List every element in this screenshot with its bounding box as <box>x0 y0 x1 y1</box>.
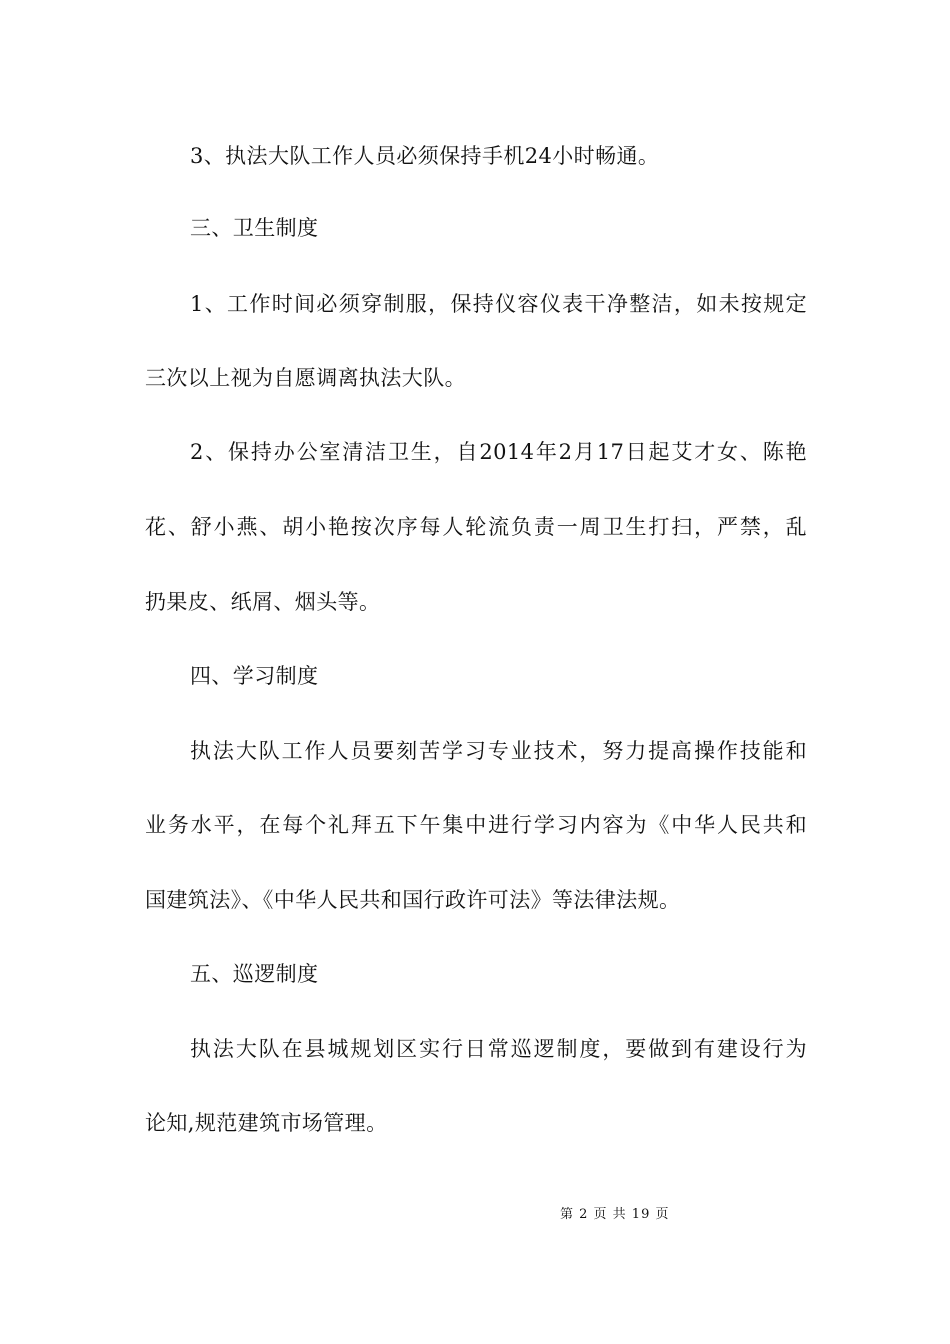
section-heading-study: 四、学习制度 <box>190 664 319 688</box>
section-heading-patrol: 五、巡逻制度 <box>190 962 319 986</box>
section-heading-hygiene: 三、卫生制度 <box>190 216 319 240</box>
text-line-13: 执法大队在县城规划区实行日常巡逻制度，要做到有建设行为 <box>190 1037 807 1061</box>
text-line-3: 1、工作时间必须穿制服，保持仪容仪表干净整洁，如未按规定 <box>190 292 807 316</box>
page-number-footer: 第 2 页 共 19 页 <box>560 1207 670 1222</box>
text-line-4: 三次以上视为自愿调离执法大队。 <box>145 366 466 390</box>
text-line-7: 扔果皮、纸屑、烟头等。 <box>145 590 381 614</box>
text-line-11: 国建筑法》、《中华人民共和国行政许可法》等法律法规。 <box>145 888 681 912</box>
text-line-14: 论知,规范建筑市场管理。 <box>145 1111 388 1135</box>
text-line-9: 执法大队工作人员要刻苦学习专业技术，努力提高操作技能和 <box>190 739 807 763</box>
text-line-10: 业务水平，在每个礼拜五下午集中进行学习内容为《中华人民共和 <box>145 813 807 837</box>
text-line-1: 3、执法大队工作人员必须保持手机24小时畅通。 <box>190 144 660 168</box>
text-line-6: 花、舒小燕、胡小艳按次序每人轮流负责一周卫生打扫，严禁，乱 <box>145 515 807 539</box>
text-line-5: 2、保持办公室清洁卫生，自2014年2月17日起艾才女、陈艳 <box>190 440 807 464</box>
